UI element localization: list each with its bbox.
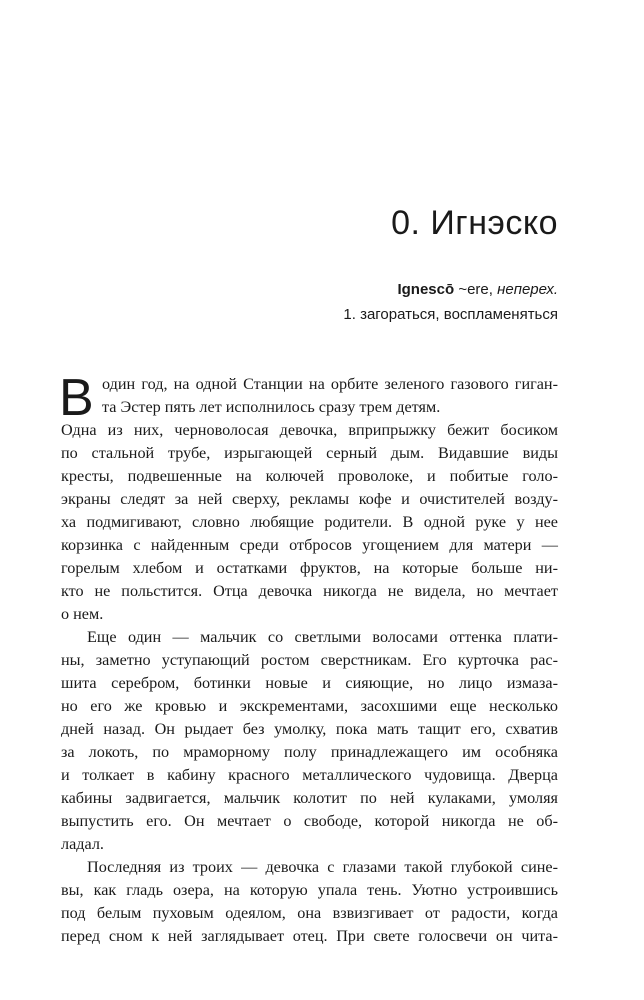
body-text	[59, 369, 558, 948]
epigraph	[343, 277, 558, 327]
text-line: кто не польстится. Отца девочка никогда не видела, но мечтает	[61, 582, 558, 600]
epigraph-grammar-suffix: ~ere,	[454, 281, 498, 298]
text-line: ха подмигивают, словно любящие родители. В одной руке у нее	[61, 513, 558, 531]
text-line: кресты, подвешенные на колючей проволоке, и побитые голо-	[61, 467, 558, 485]
text-line: вы, как гладь озера, на которую упала тень. Уютно устроившись	[61, 881, 558, 899]
text-line: перед сном к ней заглядывает отец. При свете голосвечи он чита-	[61, 927, 558, 945]
text-line: экраны следят за ней сверху, рекламы кофе и очистителей возду-	[61, 490, 558, 508]
chapter-title: 0. Игнэско	[391, 204, 558, 242]
text-line: под белым пуховым одеялом, она взвизгивает от радости, когда	[61, 904, 558, 922]
epigraph-entry-line	[343, 277, 558, 302]
text-line: корзинка с найденным среди отбросов угощением для матери —	[61, 536, 558, 554]
text-line: по стальной трубе, изрыгающей серный дым. Видавшие виды	[61, 444, 558, 462]
drop-cap: В	[59, 369, 94, 427]
text-line: за локоть, по мраморному полу принадлежащего им особняка	[61, 743, 558, 761]
text-line: та Эстер пять лет исполнилось сразу трем детям.	[102, 398, 441, 416]
text-line: горелым хлебом и остатками фруктов, на которые больше ни-	[61, 559, 558, 577]
text-line: Одна из них, черноволосая девочка, вприпрыжку бежит босиком	[61, 421, 558, 439]
text-line: дней назад. Он рыдает без умолку, пока мать тащит его, схватив	[61, 720, 558, 738]
text-line: ладал.	[61, 835, 104, 853]
text-line: ны, заметно уступающий ростом сверстникам. Его курточка рас-	[61, 651, 558, 669]
epigraph-definition: 1. загораться, воспламеняться	[343, 306, 558, 323]
text-line: о нем.	[61, 605, 104, 623]
text-line: и толкает в кабину красного металлического чудовища. Дверца	[61, 766, 558, 784]
text-line: но его же кровью и экскрементами, засохшими еще несколько	[61, 697, 558, 715]
text-line: выпустить его. Он мечтает о свободе, которой никогда не об-	[61, 812, 558, 830]
text-line: Последняя из троих — девочка с глазами такой глубокой сине-	[87, 858, 558, 876]
text-line: кабины задвигается, мальчик колотит по ней кулаками, умоляя	[61, 789, 558, 807]
text-line: Еще один — мальчик со светлыми волосами оттенка плати-	[87, 628, 558, 646]
epigraph-grammar: неперех.	[497, 281, 558, 298]
text-line: один год, на одной Станции на орбите зеленого газового гиган-	[102, 375, 558, 393]
text-line: шита серебром, ботинки новые и сияющие, но лицо измаза-	[61, 674, 558, 692]
epigraph-headword: Ignescō	[397, 281, 455, 298]
